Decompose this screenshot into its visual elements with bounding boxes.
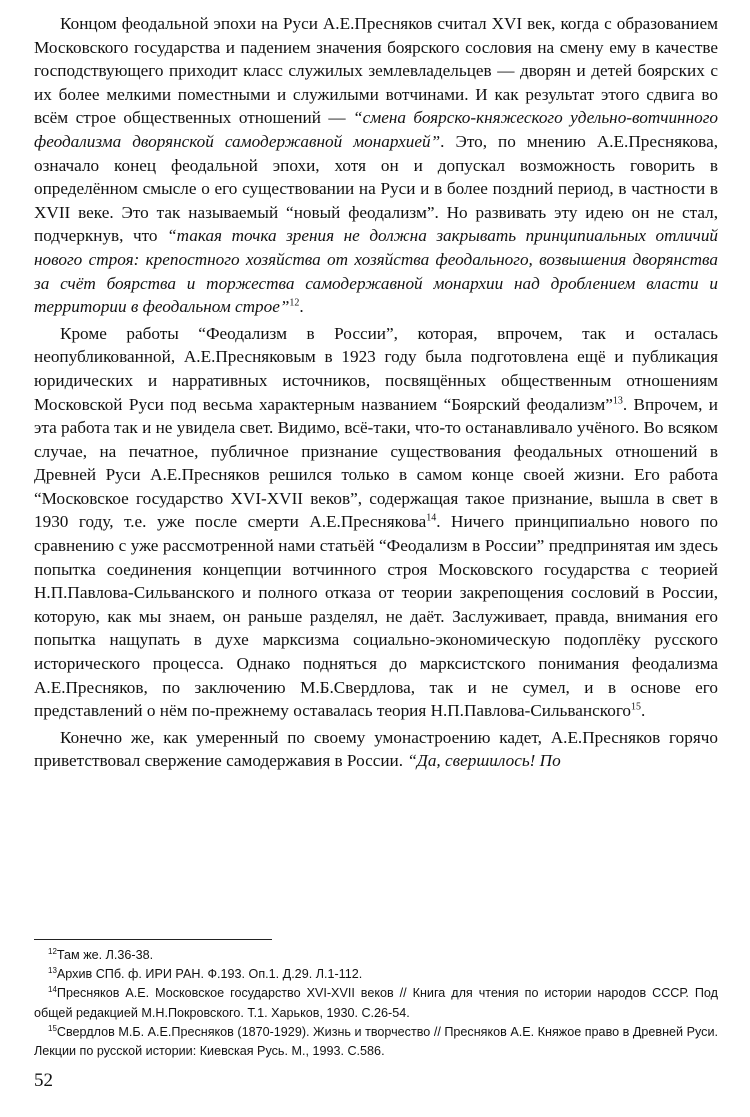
paragraph-3 <box>34 726 718 773</box>
paragraph-2-text-1: Кроме работы “Феодализм в России”, которая, впрочем, так и осталась неопубликованной, А.Е.Пресняковым в 1923 году была подготовлена ещё и публикация юридических и нарративных источников, посвящённых общественным отношениям Московской Руси под весьма характерным названием “Боярский феодализм” <box>34 323 718 414</box>
quote-1: “смена боярско-княжеского удельно-вотчинного феодализма дворянской самодержавной монархией” <box>34 108 718 151</box>
page-body <box>34 12 718 773</box>
paragraph-2-text-4: . <box>641 701 646 721</box>
paragraph-1-text-3: . <box>299 297 304 317</box>
footnotes <box>34 946 718 1061</box>
paragraph-2-text-2: . Впрочем, и эта работа так и не увидела свет. Видимо, всё-таки, что-то останавливало учёного. Во всяком случае, на печатное, публичное признание существования феодальных отношений в Древней Руси А.Е.Пресняков решился только в самом конце своей жизни. Его работа “Московское государство XVI-XVII веков”, содержащая такое признание, вышла в свет в 1930 году, т.е. уже после смерти А.Е.Преснякова <box>34 394 718 532</box>
footnote-15 <box>34 1023 718 1061</box>
paragraph-1-text-1: Концом феодальной эпохи на Руси А.Е.Пресняков считал XVI век, когда с образованием Московского государства и падением значения боярского сословия на смену ему в качестве господствующего приходит класс служилых землевладельцев — дворян и детей боярских с их более мелкими поместными и служилыми вотчинами. И как результат этого сдвига во всём строе общественных отношений — <box>34 14 718 128</box>
footnote-divider <box>34 939 272 940</box>
footnote-ref-14: 14 <box>426 512 437 524</box>
footnote-13 <box>34 965 718 984</box>
footnote-14 <box>34 984 718 1022</box>
page-number: 52 <box>34 1070 53 1091</box>
paragraph-2-text-3: . Ничего принципиально нового по сравнению с уже рассмотренной нами статьёй “Феодализм в России” предпринятая им здесь попытка соединения концепции вотчинного строя Московского государства с теорией Н.П.Павлова-Сильванского и полного отказа от теории закрепощения сословий в России, которую, как мы знаем, он раньше разделял, не даёт. Заслуживает, правда, внимания его попытка нащупать в духе марксизма социально-экономическую подоплёку русского исторического процесса. Однако подняться до марксистского понимания феодализма А.Е.Пресняков, по заключению М.Б.Свердлова, так и не сумел, и в основе его представлений о нём по-прежнему оставалась теория Н.П.Павлова-Сильванского <box>34 512 718 721</box>
footnote-number: 14 <box>48 985 57 995</box>
footnote-number: 15 <box>48 1023 57 1033</box>
footnote-number: 12 <box>48 946 57 956</box>
paragraph-1 <box>34 12 718 319</box>
footnote-text: Пресняков А.Е. Московское государство XVI-XVII веков // Книга для чтения по истории народов СССР. Под общей редакцией М.Н.Покровского. Т.1. Харьков, 1930. С.26-54. <box>34 986 718 1020</box>
footnote-12 <box>34 946 718 965</box>
quote-3: “Да, свершилось! По <box>407 751 561 771</box>
footnote-ref-15: 15 <box>631 701 642 713</box>
paragraph-3-text-1: Конечно же, как умеренный по своему умонастроению кадет, А.Е.Пресняков горячо приветствовал свержение самодержавия в России. <box>34 727 718 771</box>
footnote-ref-13: 13 <box>612 394 623 406</box>
paragraph-1-text-2: . Это, по мнению А.Е.Преснякова, означало конец феодальной эпохи, хотя он и допускал возможность говорить в определённом смысле о его существовании на Руси и в более поздний период, в частности в XVII веке. Это так называемый “новый феодализм”. Но развивать эту идею он не стал, подчеркнув, что <box>34 131 718 246</box>
paragraph-2 <box>34 322 718 723</box>
footnote-ref-12: 12 <box>289 297 300 309</box>
footnote-text: Там же. Л.36-38. <box>56 948 154 962</box>
footnote-number: 13 <box>48 966 57 976</box>
quote-2: “такая точка зрения не должна закрывать принципиальных отличий нового строя: крепостного хозяйства от хозяйства феодального, возвышения дворянства за счёт боярства и торжества самодержавной монархии над дроблением власти и территории в феодальном строе” <box>34 226 719 317</box>
footnote-text: Архив СПб. ф. ИРИ РАН. Ф.193. Оп.1. Д.29. Л.1-112. <box>56 967 363 982</box>
footnote-text: Свердлов М.Б. А.Е.Пресняков (1870-1929). Жизнь и творчество // Пресняков А.Е. Княжое право в Древней Руси. Лекции по русской истории: Киевская Русь. М., 1993. С.586. <box>34 1024 718 1059</box>
